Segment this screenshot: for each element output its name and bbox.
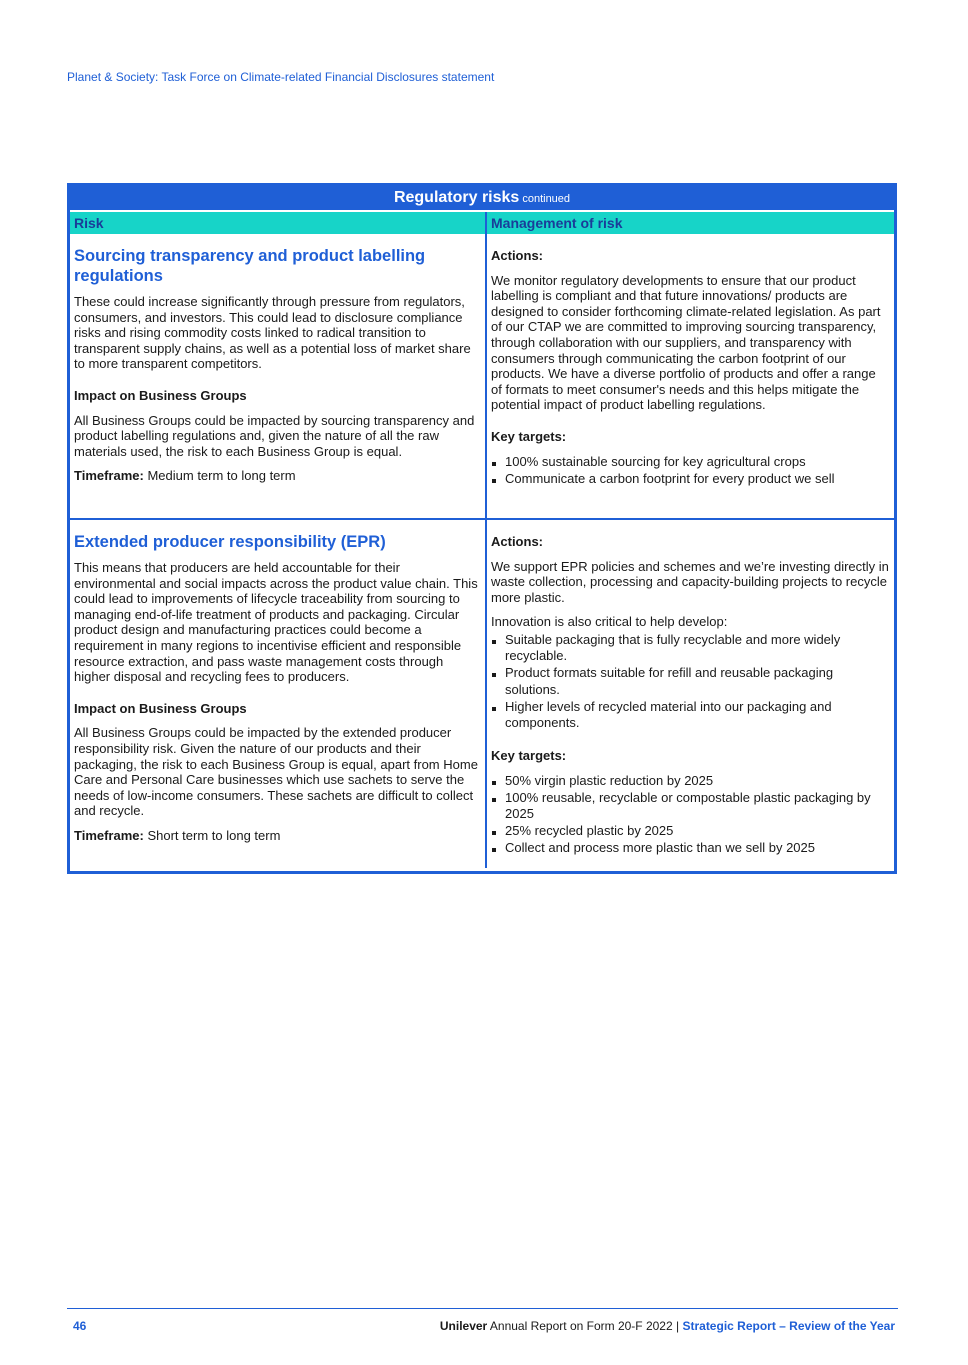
bullet-icon [492, 462, 496, 466]
table-title [70, 186, 894, 210]
list-item-text: Product formats suitable for refill and reusable packaging solutions. [505, 665, 834, 697]
impact-heading: Impact on Business Groups [74, 387, 247, 403]
risk-title: Extended producer responsibility (EPR) [74, 533, 386, 551]
regulatory-risks-table [67, 183, 897, 874]
risk-cell [70, 520, 487, 868]
list-item-text: 50% virgin plastic reduction by 2025 [505, 772, 714, 788]
key-targets-list [491, 773, 890, 857]
actions-label: Actions: [491, 534, 543, 549]
bullet-icon [492, 781, 496, 785]
impact-heading: Impact on Business Groups [74, 700, 247, 716]
timeframe [74, 468, 481, 484]
column-header-management: Management of risk [491, 215, 623, 231]
list-item [491, 454, 890, 471]
timeframe [74, 828, 481, 844]
bullet-icon [492, 848, 496, 852]
list-item-text: 100% sustainable sourcing for key agricultural crops [505, 453, 806, 469]
risk-description: These could increase significantly through pressure from regulators, consumers, and investors. This could lead to disclosure compliance risks and rising commodity costs linked to radical transition to transparent supply chains, as well as a potential loss of market share to more transparent competitors. [74, 294, 471, 372]
timeframe-value: Medium term to long term [147, 468, 296, 484]
impact-text: All Business Groups could be impacted by sourcing transparency and product labelling regulations and, given the nature of all the raw materials used, the risk to each Business Group is equal. [74, 412, 475, 459]
list-item-text: Collect and process more plastic than we sell by 2025 [505, 840, 815, 856]
bullet-icon [492, 707, 496, 711]
risk-description: This means that producers are held accountable for their environmental and social impacts across the product value chain. This could lead to improvements of lifecycle traceability from sourcing to managing end-of-life treatment of products and packaging. Circular product design and manufacturing practices could become a requirement in many regions to incentivise efficient and responsible resource extraction, and pass waste management costs through higher disposal and recycling fees to producers. [74, 560, 478, 685]
key-targets-label: Key targets: [491, 747, 567, 763]
footer-divider [67, 1308, 898, 1309]
list-item [491, 665, 890, 698]
footer-brand: Unilever [439, 1319, 488, 1333]
list-item [491, 840, 890, 857]
timeframe-label: Timeframe: [74, 827, 144, 843]
list-item-text: 25% recycled plastic by 2025 [505, 823, 674, 839]
list-item [491, 699, 890, 732]
innovation-intro: Innovation is also critical to help develop: [491, 614, 728, 630]
risk-title: Sourcing transparency and product labelling regulations [74, 247, 426, 285]
actions-text: We support EPR policies and schemes and we’re investing directly in waste collection, processing and capacity-building projects to recycle more plastic. [491, 558, 889, 605]
list-item [491, 823, 890, 840]
bullet-icon [492, 640, 496, 644]
table-title-suffix: continued [522, 193, 571, 205]
list-item [491, 790, 890, 823]
table-title-text: Regulatory risks [393, 189, 520, 206]
risk-cell [70, 234, 487, 518]
timeframe-label: Timeframe: [74, 468, 144, 484]
key-targets-label: Key targets: [491, 428, 567, 444]
running-header: Planet & Society: Task Force on Climate-related Financial Disclosures statement [67, 70, 495, 84]
management-cell [487, 234, 894, 518]
list-item [491, 471, 890, 488]
column-header-risk: Risk [70, 212, 487, 234]
impact-text: All Business Groups could be impacted by the extended producer responsibility risk. Given the nature of our products and their packaging, the risk to each Business Group is equal, apart from Home Care and Personal Care businesses which use sachets to serve the needs of low-income consumers. These sachets are difficult to collect and recycle. [74, 725, 478, 819]
list-item-text: Communicate a carbon footprint for every product we sell [505, 470, 835, 486]
bullet-icon [492, 673, 496, 677]
column-headers [70, 210, 894, 234]
actions-text: We monitor regulatory developments to ensure that our product labelling is compliant and that future innovations/ products are designed to consider forthcoming climate-related legislation. As part of our CTAP we are committed to improving sourcing transparency, through collaboration with our suppliers, and transparency with consumers through communicating the carbon footprint of our products. We have a diverse portfolio of products and offer a range of formats to meet consumer's needs and this helps mitigate the potential impact of product labelling regulations. [491, 272, 881, 413]
footer-report-title [440, 1319, 895, 1333]
key-targets-list [491, 454, 890, 488]
list-item-text: Higher levels of recycled material into our packaging and components. [505, 698, 832, 731]
management-cell [487, 520, 894, 871]
page-number: 46 [73, 1319, 87, 1333]
actions-label: Actions: [491, 248, 543, 263]
footer-section-link[interactable]: Strategic Report – Review of the Year [682, 1319, 895, 1333]
list-item [491, 773, 890, 790]
footer-separator: | [676, 1319, 680, 1333]
bullet-icon [492, 479, 496, 483]
list-item [491, 632, 890, 665]
table-row [70, 518, 894, 871]
bullet-icon [492, 798, 496, 802]
innovation-list [491, 632, 890, 732]
table-row [70, 234, 894, 518]
footer-report: Annual Report on Form 20-F 2022 [489, 1319, 673, 1333]
timeframe-value: Short term to long term [147, 827, 281, 843]
bullet-icon [492, 831, 496, 835]
list-item-text: Suitable packaging that is fully recyclable and more widely recyclable. [505, 631, 841, 664]
list-item-text: 100% reusable, recyclable or compostable plastic packaging by 2025 [505, 789, 871, 822]
